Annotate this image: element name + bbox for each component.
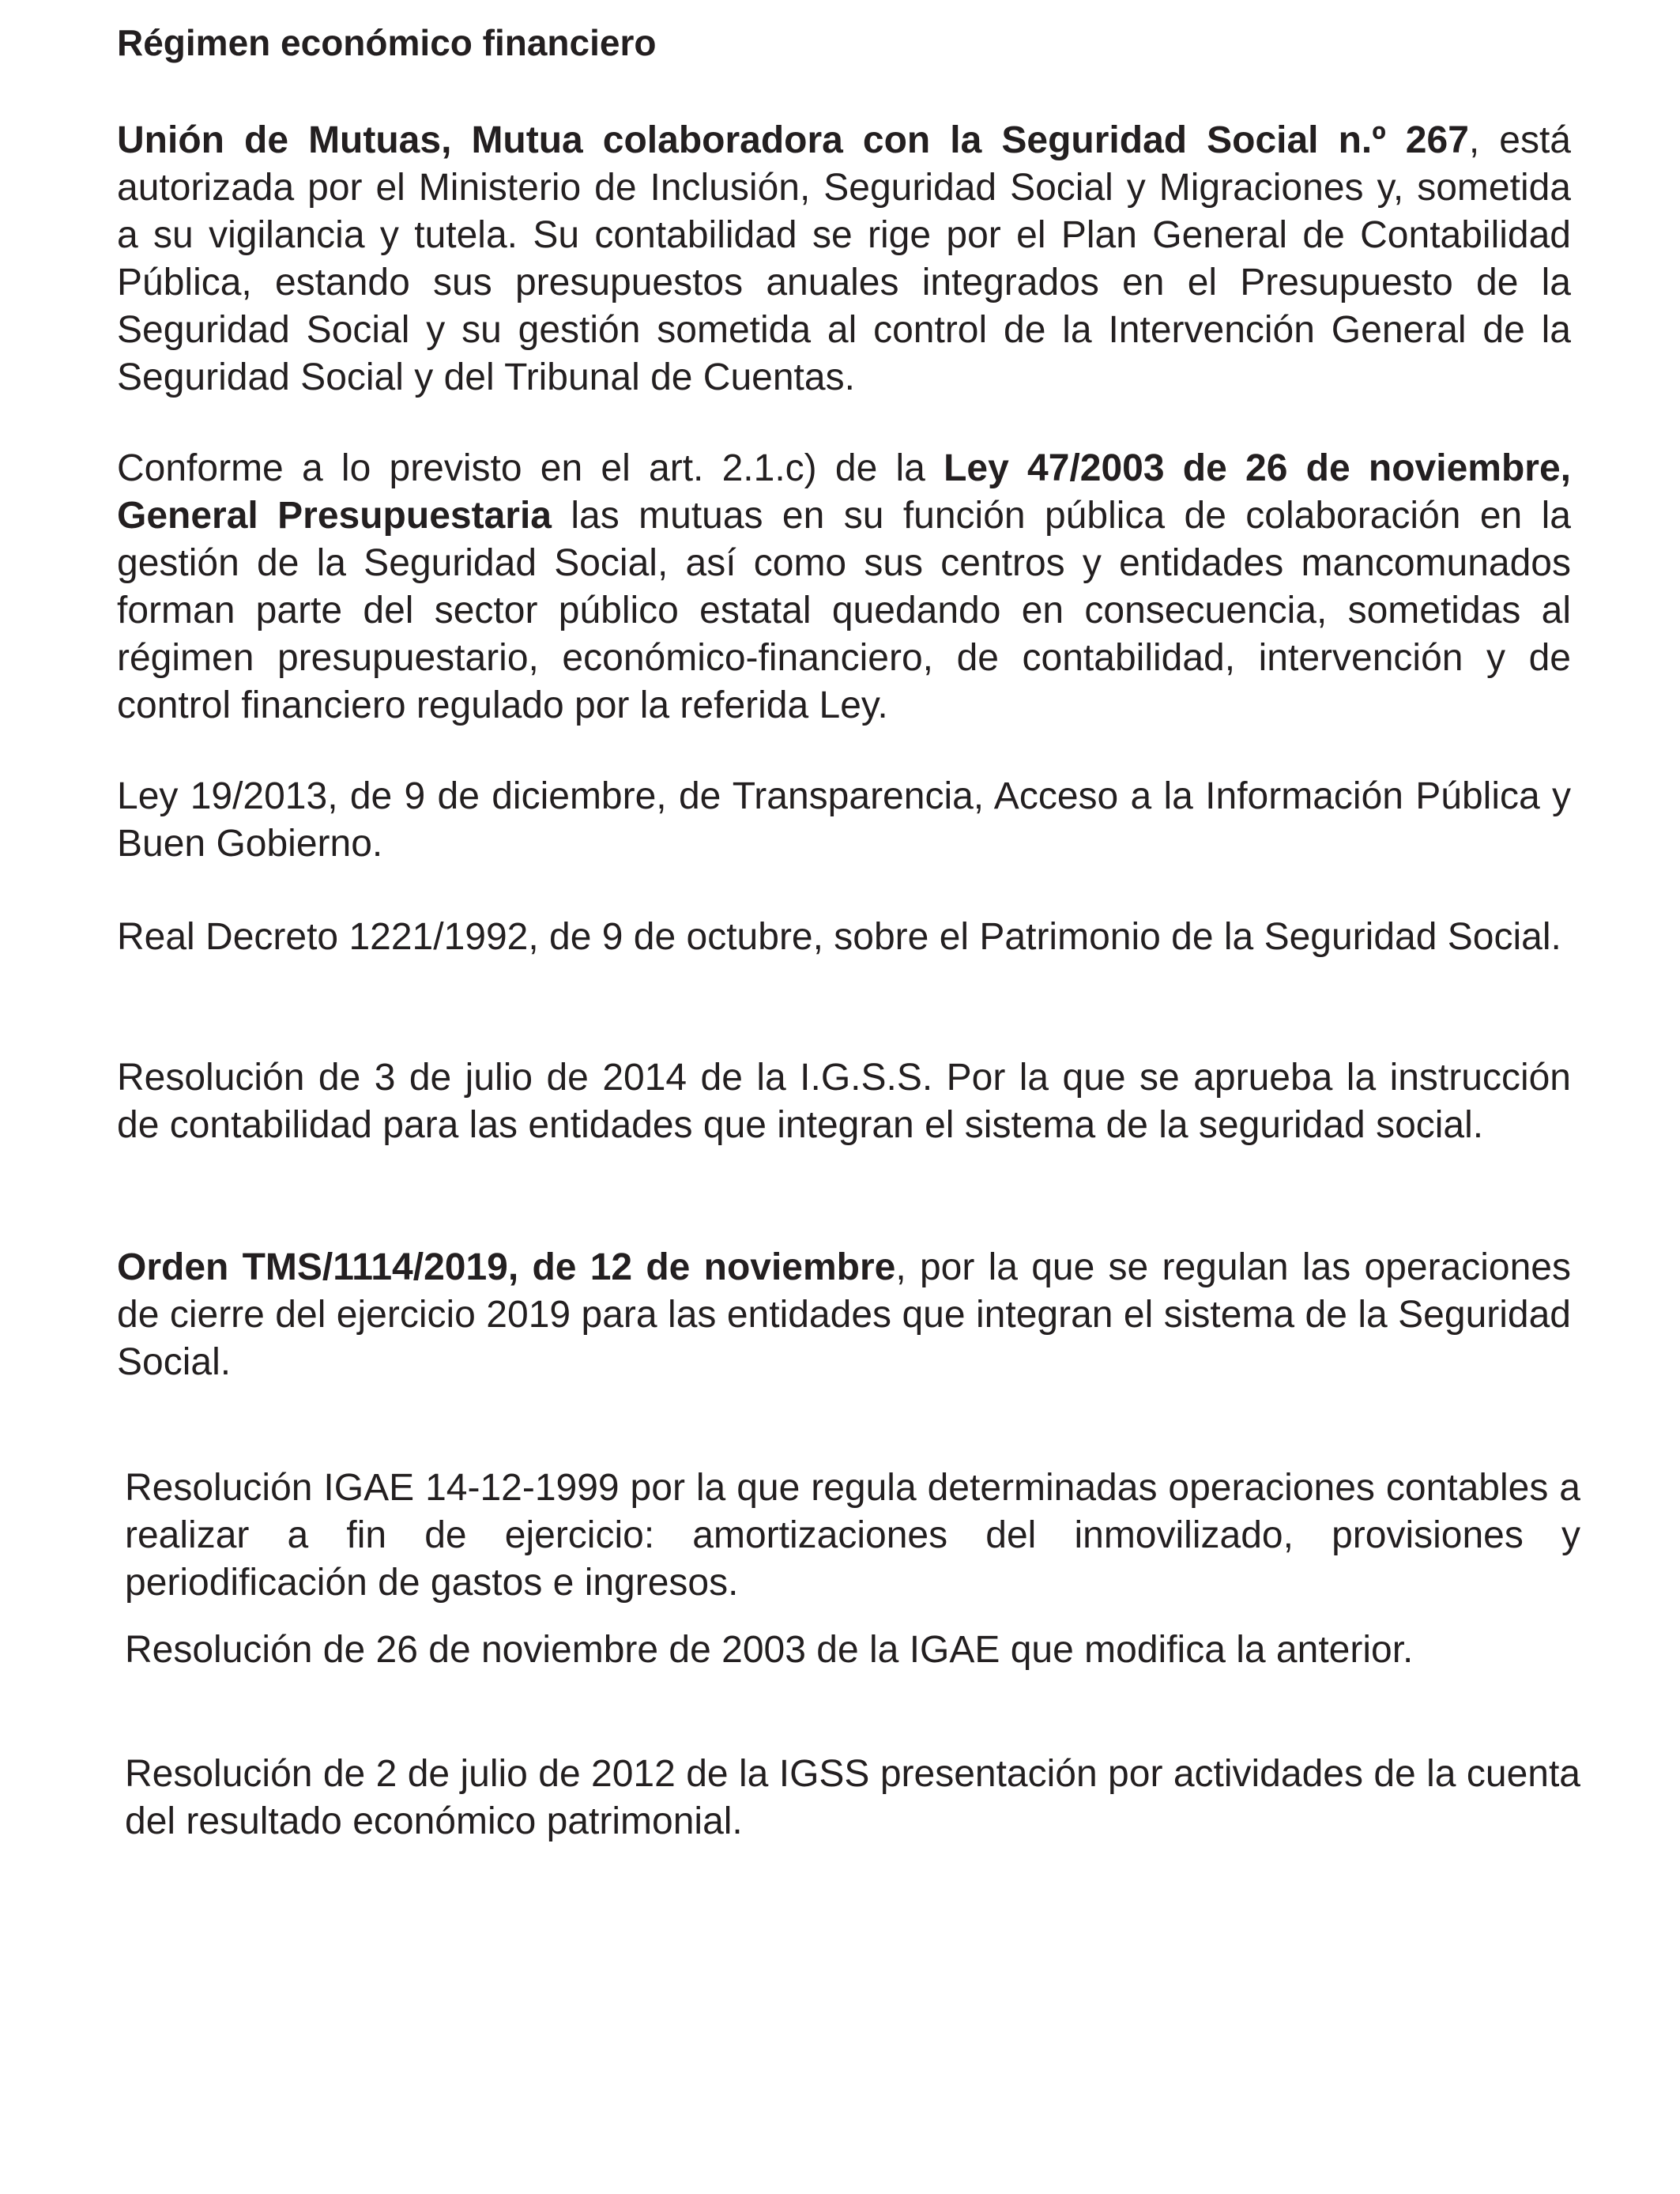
- page-title: Régimen económico financiero: [117, 22, 657, 63]
- mutua-name-bold: Unión de Mutuas, Mutua colaboradora con la Seguridad Social n.º 267: [117, 119, 1469, 161]
- paragraph-resolucion-igae-1999: Resolución IGAE 14-12-1999 por la que regula determinadas operaciones contables a realizar a fin de ejercicio: amortizaciones del inmovilizado, provisiones y periodificación de gastos e ingresos.: [125, 1467, 1580, 1604]
- paragraph-resolucion-igss-2014: Resolución de 3 de julio de 2014 de la I.G.S.S. Por la que se aprueba la instrucción de contabilidad para las entidades que integran el sistema de la seguridad social.: [117, 1057, 1571, 1146]
- paragraph-text: , por la que se regulan las operaciones de cierre del ejercicio 2019 para las entidades que integran el sistema de la Seguridad Social.: [117, 1246, 1571, 1383]
- paragraph-text: Conforme a lo previsto en el art. 2.1.c) de la: [117, 447, 944, 489]
- paragraph-resolucion-igss-2012: Resolución de 2 de julio de 2012 de la IGSS presentación por actividades de la cuenta del resultado económico patrimonial.: [125, 1753, 1580, 1842]
- paragraph-text: , está autorizada por el Ministerio de Inclusión, Seguridad Social y Migraciones y, sometida a su vigilancia y tutela. Su contabilidad se rige por el Plan General de Contabilidad Pública, estando sus presupuestos anuales integrados en el Presupuesto de la Seguridad Social y su gestión sometida al control de la Intervención General de la Seguridad Social y del Tribunal de Cuentas.: [117, 119, 1571, 398]
- order-reference-bold: Orden TMS/1114/2019, de 12 de noviembre: [117, 1246, 896, 1288]
- paragraph-real-decreto: Real Decreto 1221/1992, de 9 de octubre, sobre el Patrimonio de la Seguridad Social.: [117, 916, 1561, 958]
- law-reference-bold: Ley 47/2003 de 26 de noviembre, General Presupuestaria: [117, 447, 1571, 537]
- paragraph-ley-general-presupuestaria: [117, 445, 1571, 729]
- paragraph-text: las mutuas en su función pública de colaboración en la gestión de la Seguridad Social, así como sus centros y entidades mancomunados forman parte del sector público estatal quedando en consecuencia, sometidas al régimen presupuestario, económico-financiero, de contabilidad, intervención y de control financiero regulado por la referida Ley.: [117, 495, 1572, 726]
- paragraph-ley-transparencia: Ley 19/2013, de 9 de diciembre, de Transparencia, Acceso a la Información Pública y Buen Gobierno.: [117, 775, 1571, 865]
- paragraph-orden-tms: [117, 1244, 1571, 1386]
- paragraph-resolucion-igae-2003: Resolución de 26 de noviembre de 2003 de la IGAE que modifica la anterior.: [125, 1629, 1414, 1671]
- paragraph-mutua-authorization: [117, 117, 1571, 401]
